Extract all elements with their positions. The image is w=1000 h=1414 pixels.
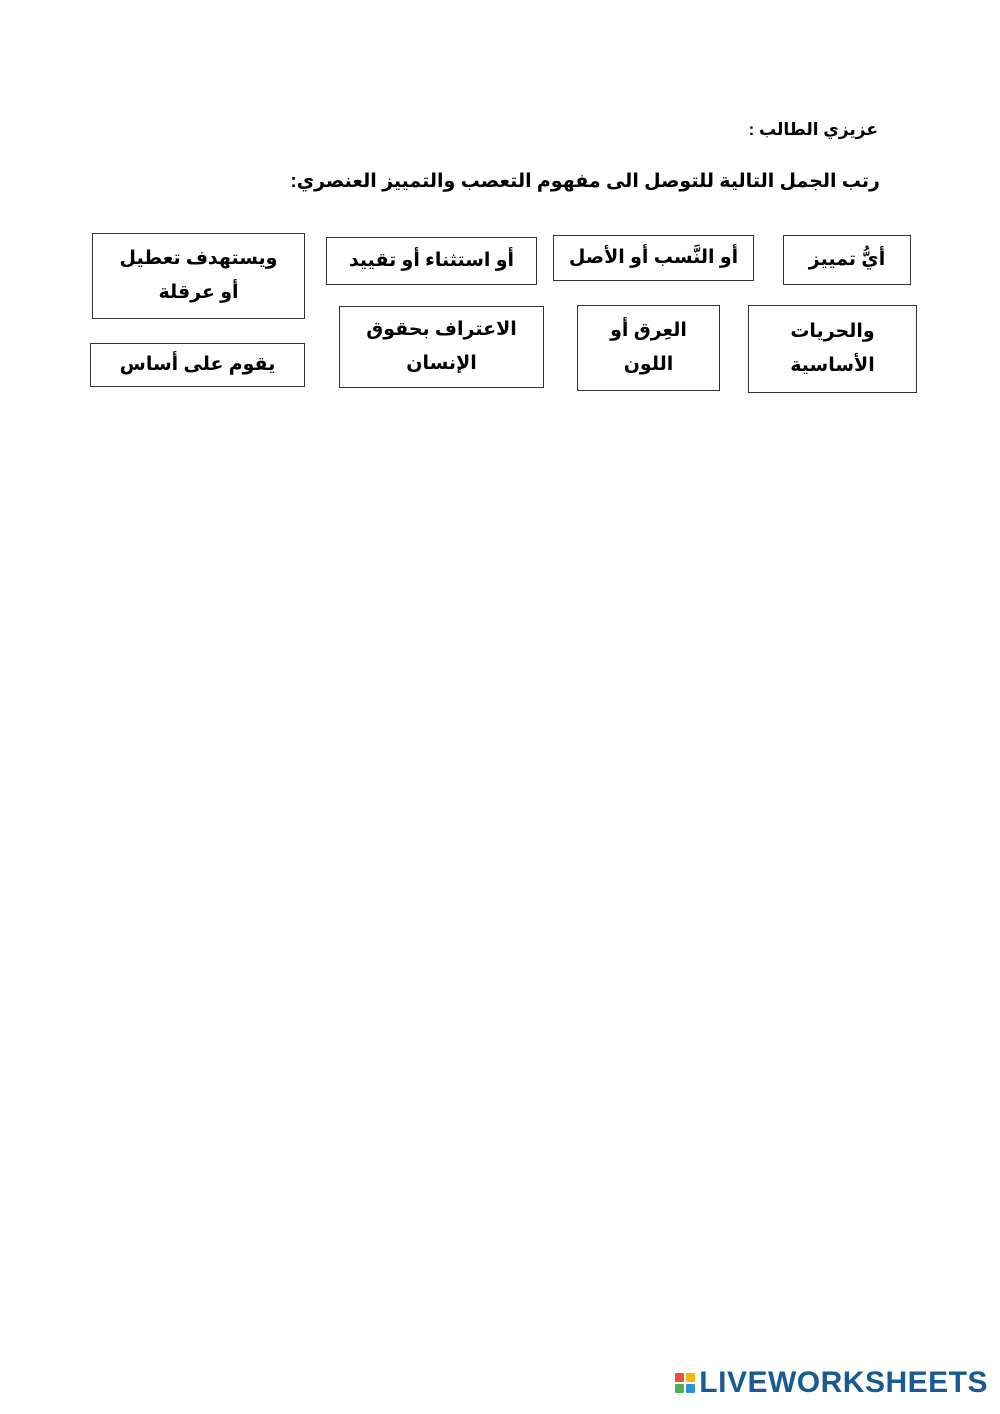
drag-card-7[interactable] — [339, 306, 544, 388]
drag-card-6[interactable] — [577, 305, 720, 391]
greeting-text: عزيزي الطالب : — [748, 120, 878, 139]
card-label: أو النَّسب أو الأصل — [568, 247, 739, 268]
card-label: أيُّ تمييز — [808, 249, 886, 270]
drag-card-8[interactable] — [90, 343, 305, 387]
card-label: والحريات الأساسية — [790, 321, 875, 376]
card-label: الاعتراف بحقوق الإنسان — [366, 319, 517, 374]
liveworksheets-logo — [675, 1366, 988, 1400]
logo-blocks-icon — [675, 1373, 695, 1393]
drag-card-4[interactable] — [92, 233, 305, 319]
drag-card-5[interactable] — [748, 305, 917, 393]
card-label: ويستهدف تعطيل أو عرقلة — [119, 248, 278, 303]
drag-card-3[interactable] — [326, 237, 537, 285]
card-label: العِرق أو اللون — [610, 320, 687, 375]
drag-card-2[interactable] — [553, 235, 754, 281]
instruction-text: رتب الجمل التالية للتوصل الى مفهوم التعصب والتمييز العنصري: — [290, 171, 880, 192]
card-label: يقوم على أساس — [119, 354, 276, 375]
logo-text: LIVEWORKSHEETS — [699, 1366, 988, 1399]
card-label: أو استثناء أو تقييد — [348, 250, 515, 271]
drag-card-1[interactable] — [783, 235, 911, 285]
